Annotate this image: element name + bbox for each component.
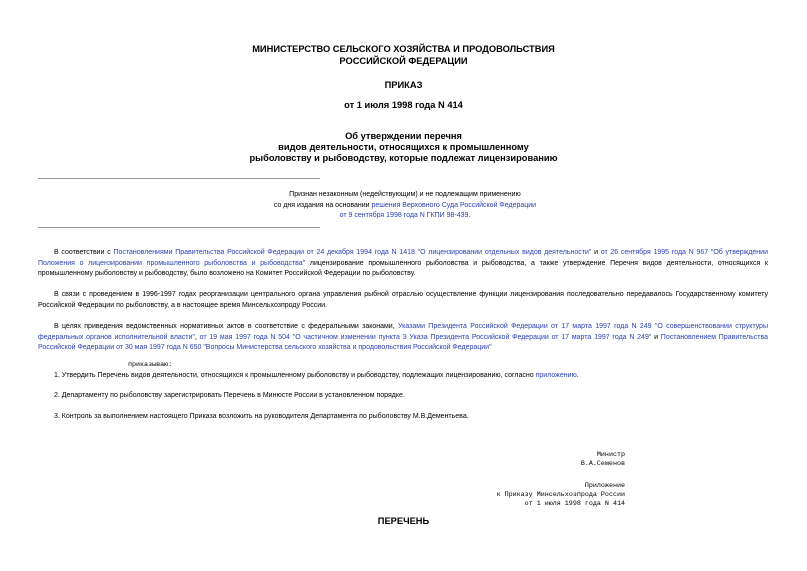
- paragraph-1: [38, 248, 768, 280]
- invalidation-notice: [200, 190, 610, 222]
- order-item-3: 3. Контроль за выполнением настоящего Приказа возложить на руководителя Департамента по рыболовству М.В.Дементьева.: [54, 413, 469, 420]
- paragraph-2: В связи с проведением в 1996-1997 годах реорганизации центрального органа управления рыбной отраслью осуществление функции лицензирования последовательно передавалось Государственному комитету Российской Федерации по рыболовству, а в настоящее время Минсельхозпроду России.: [38, 291, 768, 309]
- appendix-date: от 1 июля 1998 года N 414: [524, 500, 625, 508]
- doc-title-line-3: рыболовству и рыбоводству, которые подлежат лицензированию: [249, 153, 558, 163]
- divider-bottom: [38, 227, 320, 228]
- divider-top: [38, 178, 320, 179]
- item-1-text: 1. Утвердить Перечень видов деятельности, относящихся к промышленному рыболовству и рыбоводству, подлежащих лицензированию, согласно: [54, 372, 536, 379]
- notice-line-1: Признан незаконным (недействующим) и не подлежащим применению: [289, 191, 521, 198]
- p1-text-a: В соответствии с: [54, 249, 114, 256]
- ministry-line-2: РОССИЙСКОЙ ФЕДЕРАЦИИ: [339, 56, 468, 66]
- notice-suffix: .: [468, 212, 471, 219]
- appendix-label: Приложение: [584, 482, 625, 490]
- p3-text-c: и: [651, 333, 661, 341]
- item-1-end: .: [576, 372, 579, 379]
- decree-504-link[interactable]: от 19 мая 1997 года N 504 "О частичном изменении пункта 3 Указа Президента Российской Федерации от 17 марта 1997 года N 249": [199, 333, 652, 341]
- signature-name: В.А.Семенов: [580, 460, 625, 468]
- appendix-ref: к Приказу Минсельхозпрода России: [496, 491, 625, 499]
- notice-line-2: [200, 201, 610, 212]
- decree-249-link[interactable]: Указами Президента Российской Федерации от 17 марта 1997 года N 249 "О совершенствовании структуры федеральных органов исполнительной власти": [38, 323, 768, 341]
- doc-title-line-2: видов деятельности, относящихся к промышленному: [278, 142, 529, 152]
- notice-line-3: [200, 211, 610, 222]
- doc-date: от 1 июля 1998 года N 414: [344, 100, 463, 110]
- order-word: приказываю:: [128, 361, 173, 369]
- notice-prefix: со дня издания на основании: [273, 201, 372, 209]
- resolution-1418-link[interactable]: Постановлениями Правительства Российской Федерации от 24 декабря 1994 года N 1418 "О лицензировании отдельных видов деятельности": [113, 249, 592, 256]
- list-title: ПЕРЕЧЕНЬ: [377, 516, 430, 526]
- supreme-court-decision-link[interactable]: решения Верховного Суда Российской Федерации: [371, 201, 537, 209]
- ministry-line-1: МИНИСТЕРСТВО СЕЛЬСКОГО ХОЗЯЙСТВА И ПРОДОВОЛЬСТВИЯ: [252, 44, 555, 54]
- p3-text-b: ,: [194, 333, 200, 341]
- order-item-2: 2. Департаменту по рыболовству зарегистрировать Перечень в Минюсте России в установленном порядке.: [54, 392, 405, 399]
- p1-text-b: и: [591, 249, 601, 256]
- doc-type: ПРИКАЗ: [384, 80, 423, 90]
- signature-position: Министр: [596, 451, 625, 459]
- appendix-link[interactable]: приложению: [535, 372, 577, 379]
- paragraph-3: [38, 322, 768, 354]
- supreme-court-date-link[interactable]: от 9 сентября 1998 года N ГКПИ 98-439: [339, 212, 469, 219]
- resolution-967-link[interactable]: от 26 сентября 1995 года N 967 "Об утверждении Положения о лицензировании промышленного рыболовства и рыбоводства": [38, 249, 768, 267]
- p1-text-c: лицензирование промышленного рыболовства и рыбоводства, а также утверждение Перечня видов деятельности, относящихся к промышленному рыболовству и рыбоводству, было возложено на Комитет Российской Федерации по рыболовству.: [38, 259, 768, 278]
- p3-text-a: В целях приведения ведомственных нормативных актов в соответствие с федеральными законами,: [54, 323, 398, 330]
- doc-title-line-1: Об утверждении перечня: [345, 131, 462, 141]
- resolution-650-link[interactable]: Постановлением Правительства Российской Федерации от 30 мая 1997 года N 650 "Вопросы Министерства сельского хозяйства и продовольствия Российской Федерации": [38, 333, 768, 352]
- order-item-1: [54, 371, 768, 381]
